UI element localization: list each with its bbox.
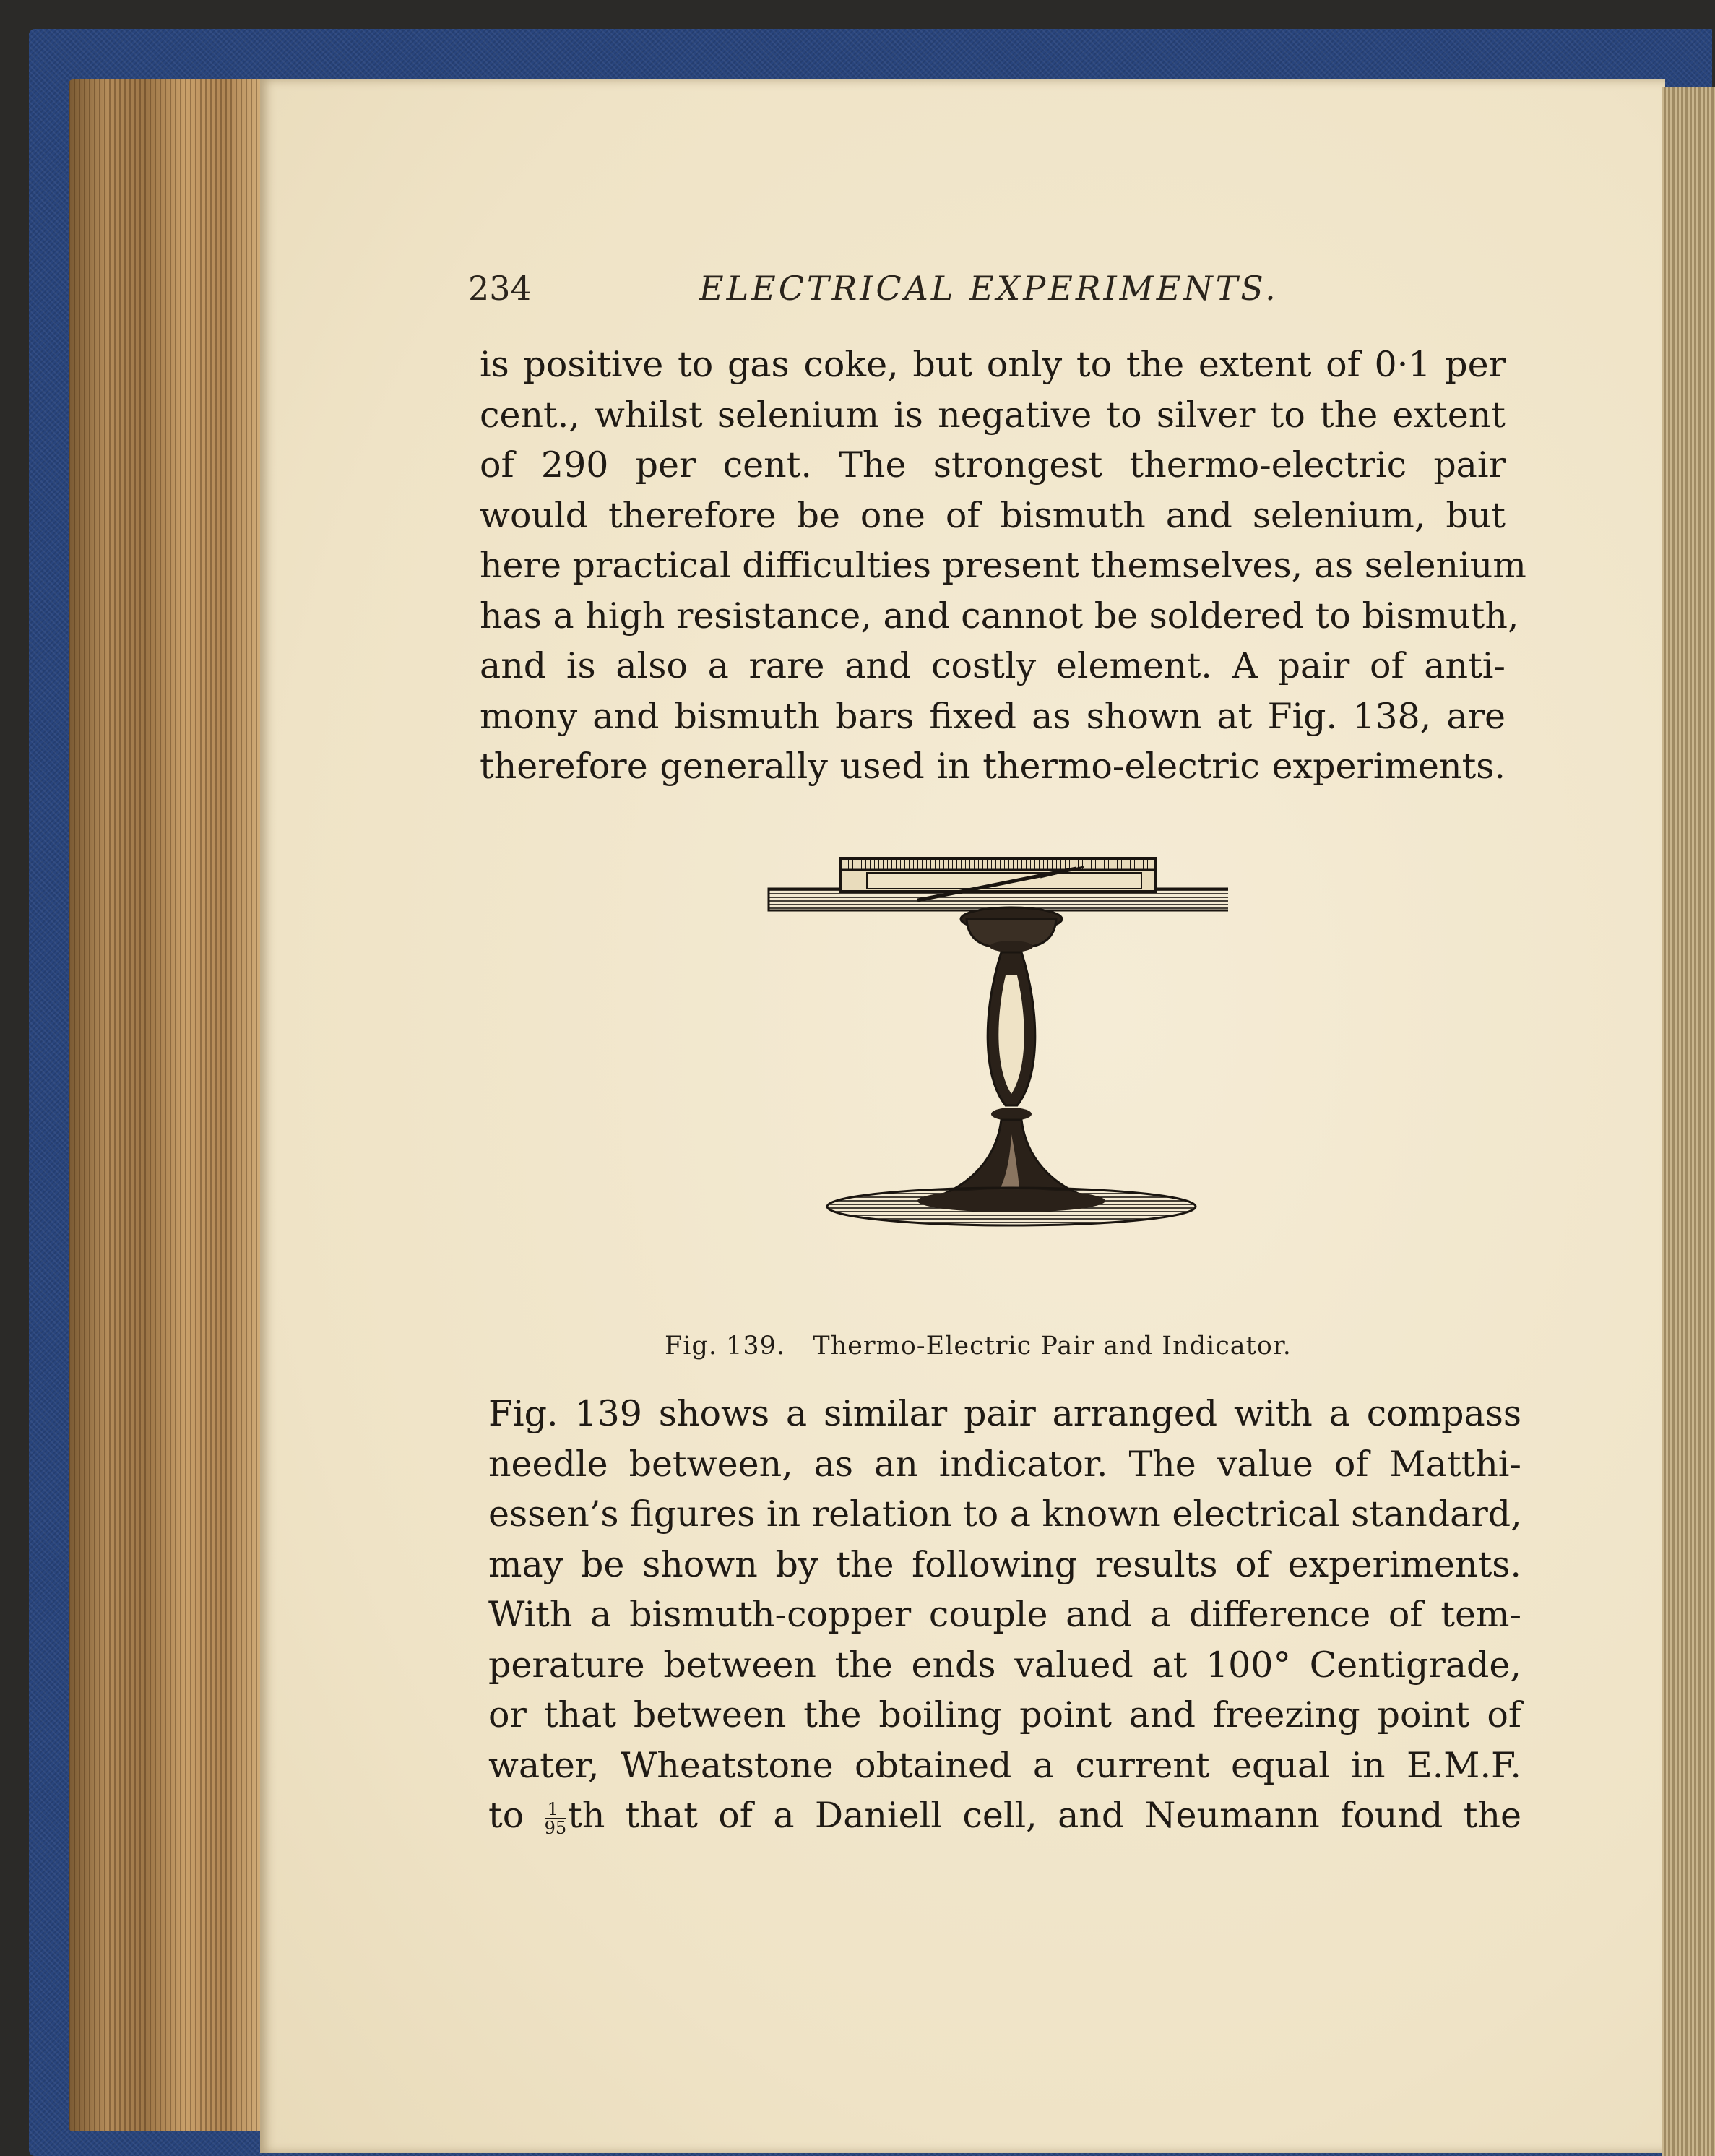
text-line: perature between the ends valued at 100° Centigrade, bbox=[488, 1644, 1521, 1686]
figure-caption-text: Thermo-Electric Pair and Indicator. bbox=[813, 1332, 1292, 1361]
text-line: With a bismuth-copper couple and a difference of tem- bbox=[488, 1594, 1521, 1635]
text-line: may be shown by the following results of experiments. bbox=[488, 1543, 1521, 1585]
text-line: essen’s figures in relation to a known electrical standard, bbox=[488, 1493, 1522, 1535]
text-line: cent., whilst selenium is negative to silver to the extent bbox=[480, 394, 1506, 436]
text-line: water, Wheatstone obtained a current equal in E.M.F. bbox=[488, 1744, 1521, 1786]
figure-caption bbox=[665, 1332, 1344, 1361]
text-line: and is also a rare and costly element. A pair of anti- bbox=[480, 645, 1506, 686]
page-edges-right bbox=[1662, 87, 1715, 2156]
running-head: ELECTRICAL EXPERIMENTS. bbox=[699, 269, 1279, 308]
text-line: here practical difficulties present themselves, as selenium bbox=[480, 545, 1526, 586]
fraction-denominator: 95 bbox=[544, 1817, 567, 1838]
text-line: mony and bismuth bars fixed as shown at Fig. 138, are bbox=[480, 695, 1506, 737]
text-line: therefore generally used in thermo-electric experiments. bbox=[480, 746, 1506, 787]
text-line: Fig. 139 shows a similar pair arranged with a compass bbox=[488, 1393, 1521, 1434]
text-line: of 290 per cent. The strongest thermo-electric pair bbox=[480, 444, 1506, 486]
line-prefix: to bbox=[488, 1795, 524, 1836]
paragraph-1 bbox=[480, 340, 1526, 792]
fraction-numerator: 1 bbox=[545, 1801, 567, 1819]
text-line: has a high resistance, and cannot be soldered to bismuth, bbox=[480, 595, 1519, 637]
page-edges-left bbox=[69, 79, 264, 2131]
text-line: would therefore be one of bismuth and selenium, but bbox=[480, 494, 1506, 536]
text-line: or that between the boiling point and freezing point of bbox=[488, 1694, 1521, 1735]
figure-number: Fig. 139. bbox=[665, 1332, 786, 1361]
paragraph-2 bbox=[488, 1389, 1521, 1841]
page-header bbox=[468, 269, 1494, 312]
line-suffix: th that of a Daniell cell, and Neumann found the bbox=[568, 1795, 1522, 1836]
page-number: 234 bbox=[468, 269, 532, 308]
fraction bbox=[544, 1798, 567, 1838]
text-line: is positive to gas coke, but only to the extent of 0·1 per bbox=[480, 344, 1506, 385]
text-line: needle between, as an indicator. The value of Matthi- bbox=[488, 1443, 1521, 1485]
text-line-with-fraction bbox=[488, 1790, 1521, 1841]
thermo-electric-pair-illustration bbox=[766, 845, 1228, 1308]
